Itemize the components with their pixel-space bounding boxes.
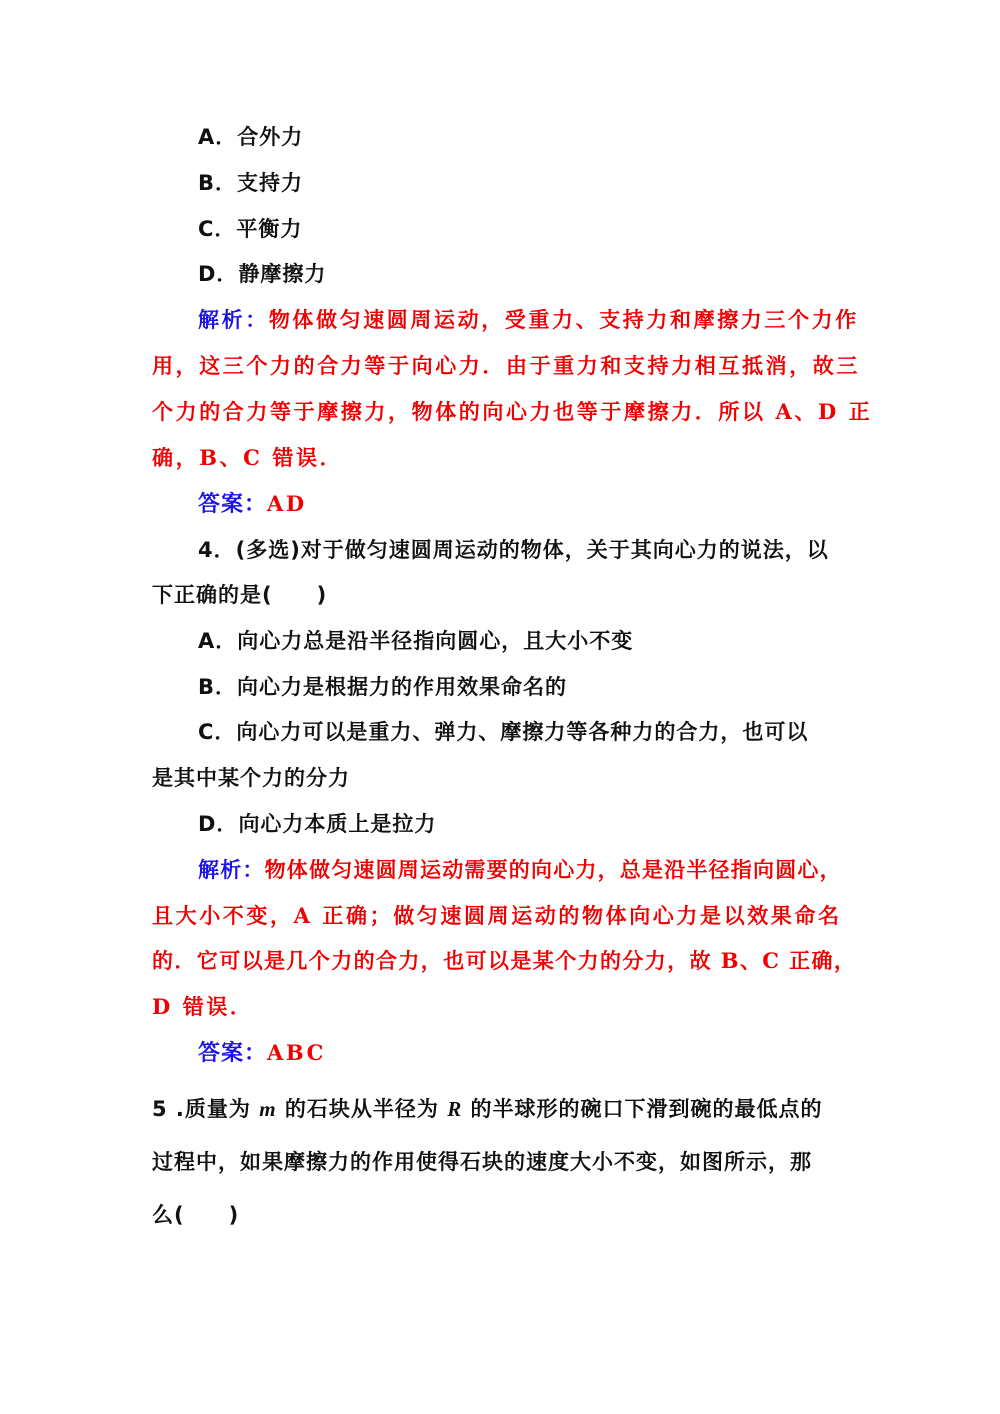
q4-option-c xyxy=(198,717,898,747)
option-letter: C． xyxy=(198,217,237,241)
q4-analysis-line-1 xyxy=(198,855,898,885)
option-letter: A． xyxy=(198,629,238,653)
option-letter: A． xyxy=(198,125,238,149)
q5-stem-line-3: 么( ) xyxy=(152,1203,240,1227)
variable-r: R xyxy=(447,1097,463,1121)
q3-option-c xyxy=(198,214,898,244)
q5-text: 5 .质量为 xyxy=(152,1097,260,1121)
option-text: 静摩擦力 xyxy=(238,262,327,286)
answer-label: 答案： xyxy=(198,1041,268,1066)
option-letter: B． xyxy=(198,171,238,195)
option-text: 向心力可以是重力、弹力、摩擦力等各种力的合力，也可以 xyxy=(236,720,809,744)
q4-stem-line-1: 4．(多选)对于做匀速圆周运动的物体，关于其向心力的说法，以 xyxy=(198,538,829,562)
option-text: 支持力 xyxy=(237,171,304,195)
q4-analysis-line-4: D 错误． xyxy=(152,994,254,1019)
q4-option-d xyxy=(198,809,898,839)
q3-option-a xyxy=(198,122,898,152)
analysis-text: 物体做匀速圆周运动需要的向心力，总是沿半径指向圆心， xyxy=(264,857,842,882)
answer-label: 答案： xyxy=(198,492,268,517)
q5-stem-line-2: 过程中，如果摩擦力的作用使得石块的速度大小不变，如图所示，那 xyxy=(152,1150,812,1174)
q4-analysis-line-2: 且大小不变，A 正确；做匀速圆周运动的物体向心力是以效果命名 xyxy=(152,903,842,928)
q3-analysis-line-3: 个力的合力等于摩擦力，物体的向心力也等于摩擦力．所以 A、D 正 xyxy=(152,399,873,424)
analysis-text: 物体做匀速圆周运动，受重力、支持力和摩擦力三个力作 xyxy=(268,307,859,332)
q4-stem-line-2: 下正确的是( ) xyxy=(152,583,328,607)
option-text: 平衡力 xyxy=(236,217,303,241)
option-text: 向心力本质上是拉力 xyxy=(238,812,437,836)
q5-stem-line-1 xyxy=(152,1094,852,1124)
q5-text: 的半球形的碗口下滑到碗的最低点的 xyxy=(462,1097,823,1121)
q4-analysis-line-3: 的．它可以是几个力的合力，也可以是某个力的分力，故 B、C 正确， xyxy=(152,948,857,973)
q4-option-b xyxy=(198,672,898,702)
option-text: 向心力是根据力的作用效果命名的 xyxy=(237,675,568,699)
option-text: 向心力总是沿半径指向圆心，且大小不变 xyxy=(237,629,634,653)
q3-option-b xyxy=(198,168,898,198)
q3-analysis-line-2: 用，这三个力的合力等于向心力．由于重力和支持力相互抵消，故三 xyxy=(152,353,860,378)
option-text: 合外力 xyxy=(237,125,304,149)
q3-option-d xyxy=(198,259,898,289)
q3-analysis-line-4: 确，B、C 错误． xyxy=(152,445,344,470)
analysis-label: 解析： xyxy=(198,308,269,332)
option-letter: D． xyxy=(198,812,239,836)
option-letter: D． xyxy=(198,262,239,286)
q3-answer xyxy=(198,489,898,520)
option-letter: B． xyxy=(198,675,238,699)
analysis-label: 解析： xyxy=(198,858,265,882)
option-letter: C． xyxy=(198,720,237,744)
variable-m: m xyxy=(259,1097,277,1121)
answer-value: AD xyxy=(267,491,307,516)
q3-analysis-line-1 xyxy=(198,305,859,335)
q4-option-a xyxy=(198,626,898,656)
q4-option-c-cont: 是其中某个力的分力 xyxy=(152,766,350,790)
q5-text: 的石块从半径为 xyxy=(276,1097,448,1121)
answer-value: ABC xyxy=(267,1040,326,1065)
q4-answer xyxy=(198,1038,898,1069)
